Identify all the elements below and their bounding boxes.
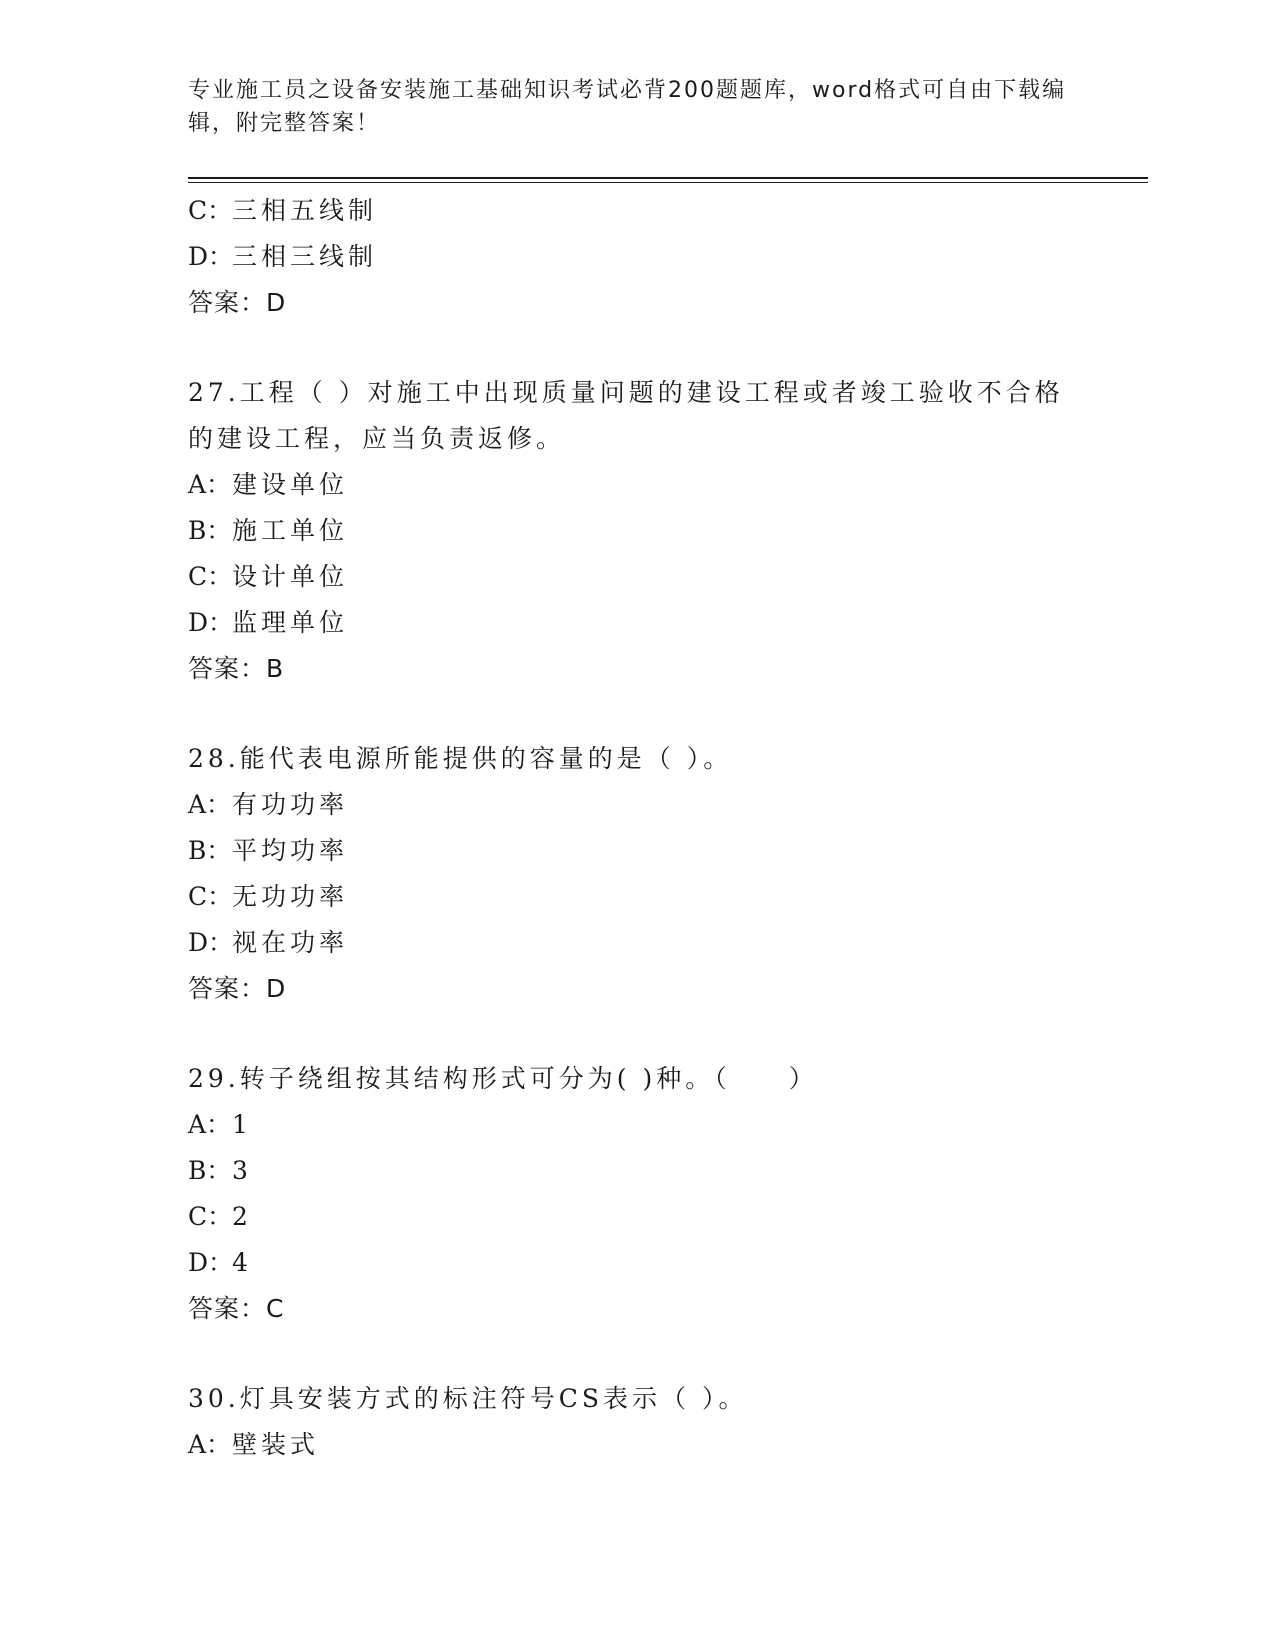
question-carryover (188, 188, 1148, 326)
option-d (188, 600, 1148, 646)
option-text: 三相三线制 (232, 242, 378, 271)
option-label: C： (188, 1202, 233, 1231)
option-d (188, 234, 1148, 280)
option-a (188, 1102, 1148, 1148)
question-stem: 27.工程（ ）对施工中出现质量问题的建设工程或者竣工验收不合格的建设工程，应当负责返修。 (188, 378, 1064, 453)
option-text: 壁装式 (232, 1430, 320, 1459)
header-divider-thin (188, 182, 1148, 183)
option-label: B： (188, 516, 232, 545)
question-stem: 30.灯具安装方式的标注符号CS表示（ ）。 (188, 1384, 748, 1413)
question-list (188, 188, 1148, 1468)
option-text: 施工单位 (232, 516, 349, 545)
option-label: A： (188, 1430, 232, 1459)
option-text: 建设单位 (232, 470, 349, 499)
option-a (188, 462, 1148, 508)
option-label: B： (188, 836, 232, 865)
option-text: 有功功率 (232, 790, 349, 819)
option-b (188, 1148, 1148, 1194)
option-text: 4 (232, 1248, 252, 1277)
question-27 (188, 370, 1148, 692)
question-30 (188, 1376, 1148, 1468)
answer-line: 答案：B (188, 654, 285, 683)
question-29 (188, 1056, 1148, 1332)
option-label: D： (188, 1248, 234, 1277)
question-stem: 28.能代表电源所能提供的容量的是（ ）。 (188, 744, 733, 773)
question-28 (188, 736, 1148, 1012)
option-label: C： (188, 562, 233, 591)
option-text: 1 (232, 1110, 252, 1139)
option-label: D： (188, 242, 234, 271)
option-d (188, 1240, 1148, 1286)
document-page (188, 0, 1148, 1650)
answer-line: 答案：D (188, 288, 287, 317)
option-a (188, 782, 1148, 828)
option-text: 3 (232, 1156, 252, 1185)
option-label: D： (188, 928, 234, 957)
option-label: A： (188, 470, 232, 499)
option-b (188, 508, 1148, 554)
option-label: A： (188, 1110, 232, 1139)
option-c (188, 554, 1148, 600)
option-text: 三相五线制 (232, 196, 378, 225)
option-text: 平均功率 (232, 836, 349, 865)
option-text: 监理单位 (232, 608, 349, 637)
option-label: D： (188, 608, 234, 637)
option-text: 2 (232, 1202, 252, 1231)
answer-line: 答案：C (188, 1294, 285, 1323)
option-text: 视在功率 (232, 928, 349, 957)
page-header: 专业施工员之设备安装施工基础知识考试必背200题题库，word格式可自由下载编辑，附完整答案！ (188, 78, 1067, 136)
answer-line: 答案：D (188, 974, 287, 1003)
option-label: A： (188, 790, 232, 819)
option-label: C： (188, 882, 233, 911)
option-c (188, 1194, 1148, 1240)
option-text: 无功功率 (232, 882, 349, 911)
option-c (188, 874, 1148, 920)
option-label: C： (188, 196, 233, 225)
option-label: B： (188, 1156, 232, 1185)
option-d (188, 920, 1148, 966)
option-a (188, 1422, 1148, 1468)
question-stem: 29.转子绕组按其结构形式可分为( )种。（ ） (188, 1064, 818, 1093)
option-text: 设计单位 (232, 562, 349, 591)
option-b (188, 828, 1148, 874)
option-c (188, 188, 1148, 234)
header-divider (188, 177, 1148, 179)
